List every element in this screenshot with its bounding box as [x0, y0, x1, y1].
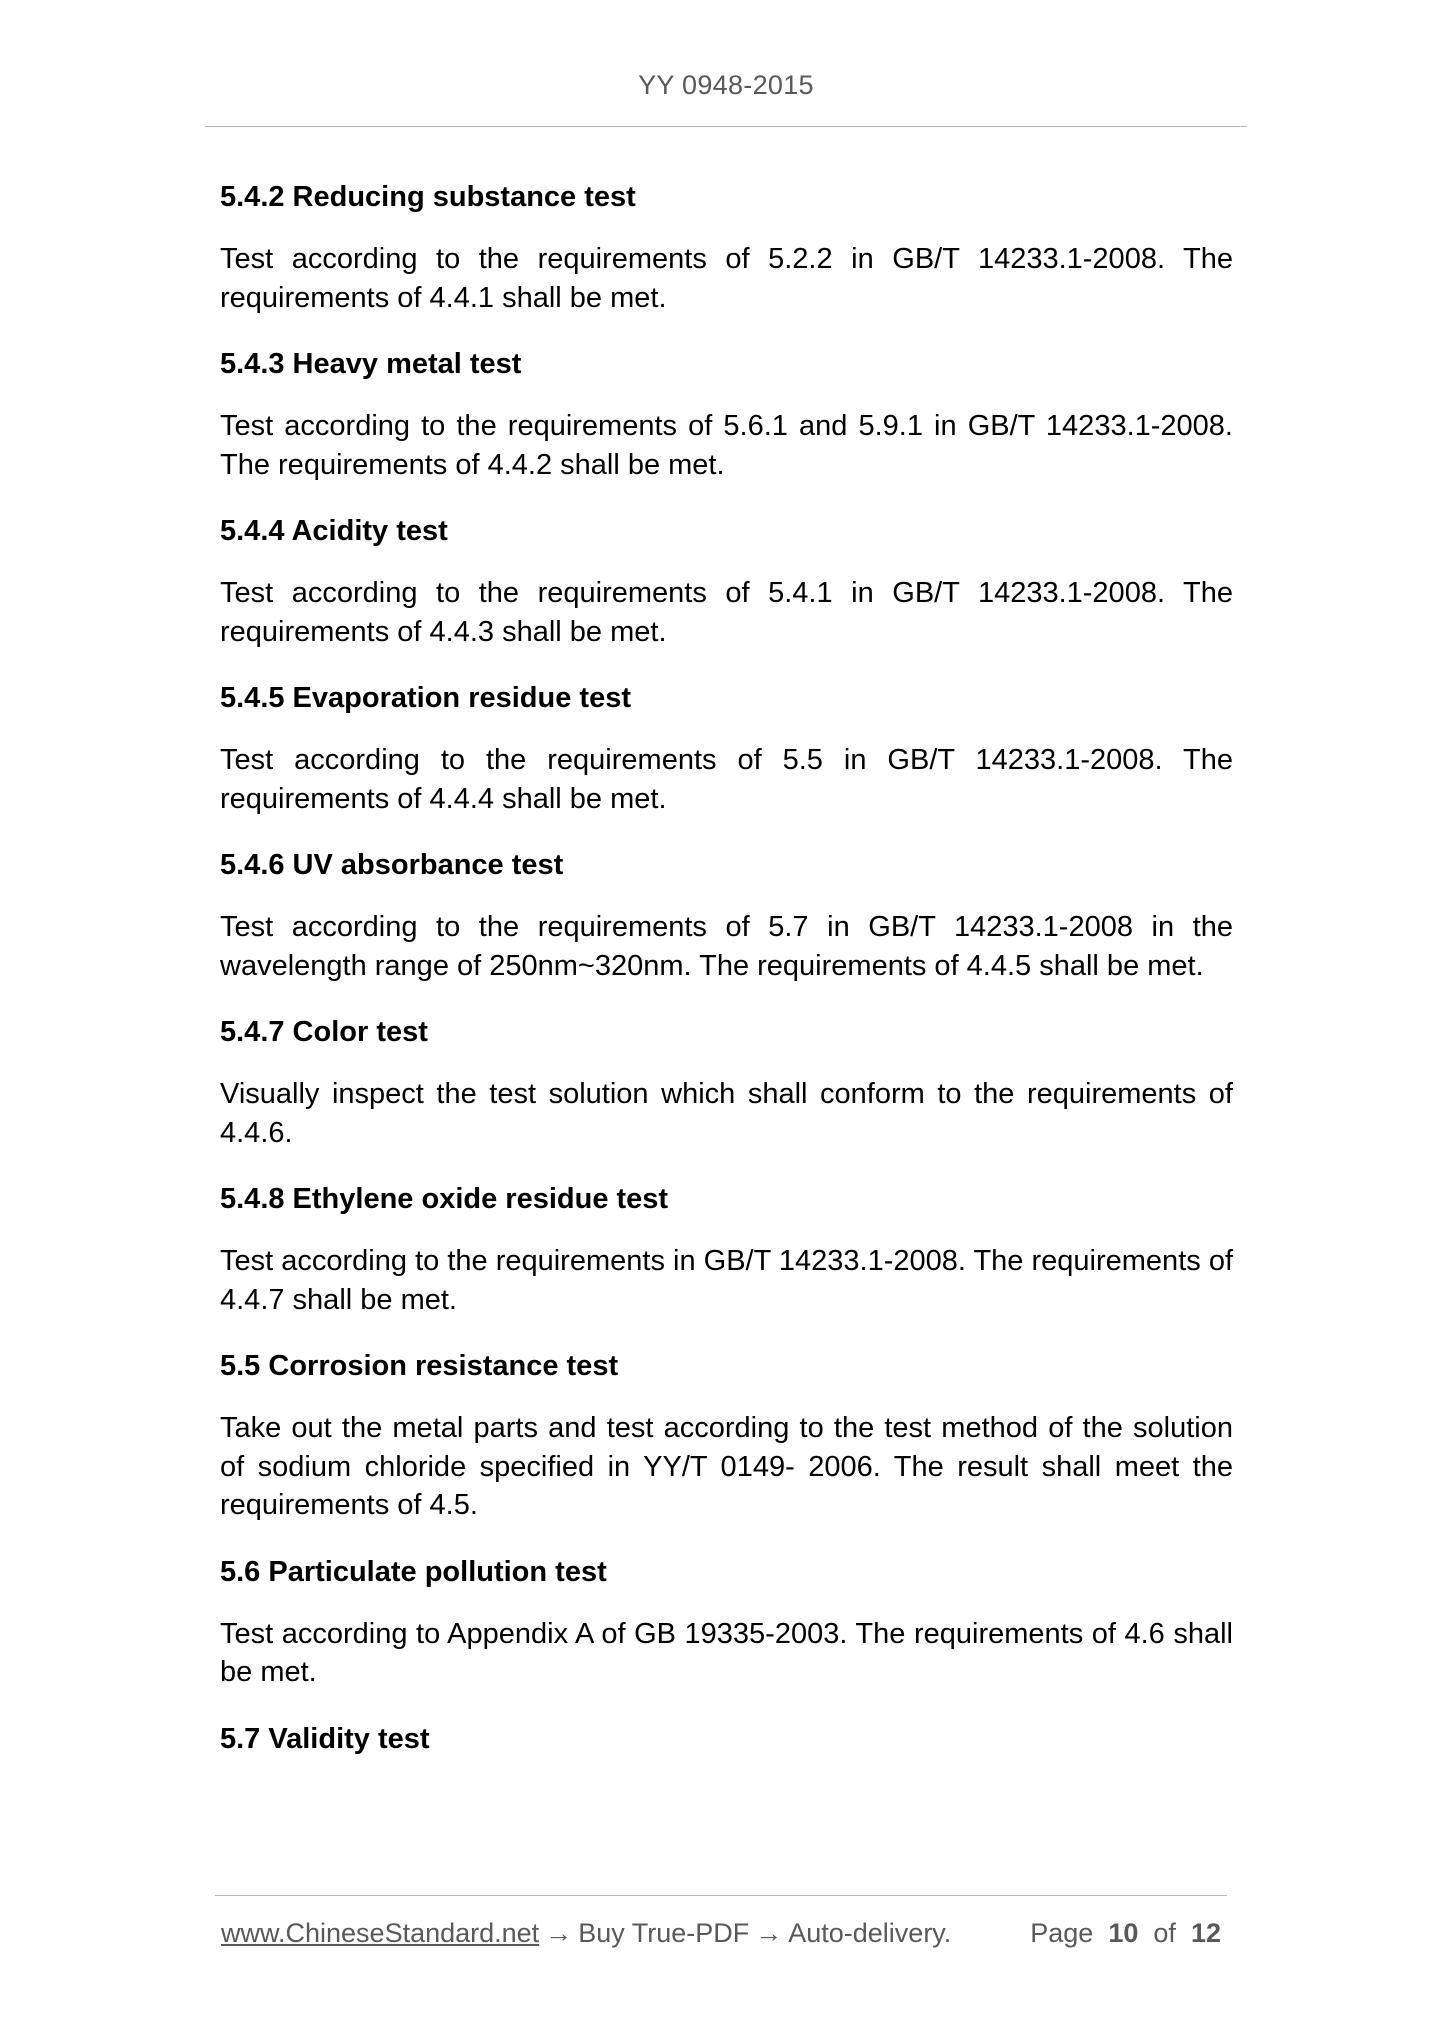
buy-true-pdf-text: Buy True-PDF — [578, 1918, 750, 1948]
section-paragraph: Visually inspect the test solution which shall conform to the requirements of 4.4.6. — [220, 1078, 1233, 1149]
section-5-4-2 — [220, 170, 1233, 337]
arrow-right-icon: → — [545, 1918, 573, 1948]
section-heading: 5.7 Validity test — [220, 1722, 430, 1755]
page-header — [205, 0, 1247, 127]
section-heading: 5.4.6 UV absorbance test — [220, 849, 564, 881]
section-5-4-3 — [220, 337, 1233, 504]
section-paragraph: Test according to the requirements of 5.7 in GB/T 14233.1-2008 in the wavelength range of 250nm~320nm. The requirements of 4.4.5 shall be met. — [220, 911, 1233, 982]
section-heading: 5.4.3 Heavy metal test — [220, 348, 522, 380]
section-paragraph: Test according to the requirements of 5.2.2 in GB/T 14233.1-2008. The requirements of 4.4.1 shall be met. — [220, 243, 1233, 314]
footer-links — [221, 1918, 951, 1949]
section-heading: 5.4.4 Acidity test — [220, 515, 448, 547]
section-5-4-8 — [220, 1172, 1233, 1339]
section-heading: 5.6 Particulate pollution test — [220, 1555, 607, 1588]
auto-delivery-text: Auto-delivery. — [788, 1918, 952, 1948]
section-5-4-7 — [220, 1005, 1233, 1172]
page-number: 10 — [1108, 1918, 1139, 1948]
section-heading: 5.4.8 Ethylene oxide residue test — [220, 1183, 669, 1215]
section-paragraph: Test according to the requirements of 5.4.1 in GB/T 14233.1-2008. The requirements of 4.4.3 shall be met. — [220, 577, 1233, 648]
page-total: 12 — [1190, 1918, 1221, 1948]
section-5-5 — [220, 1339, 1233, 1545]
section-5-6 — [220, 1545, 1233, 1712]
arrow-right-icon: → — [755, 1918, 783, 1948]
section-paragraph: Take out the metal parts and test according to the test method of the solution of sodium chloride specified in YY/T 0149- 2006. The result shall meet the requirements of 4.5. — [220, 1412, 1233, 1521]
section-5-4-5 — [220, 671, 1233, 838]
section-heading: 5.4.2 Reducing substance test — [220, 181, 636, 213]
section-heading: 5.5 Corrosion resistance test — [220, 1350, 619, 1382]
section-paragraph: Test according to the requirements of 5.6.1 and 5.9.1 in GB/T 14233.1-2008. The requirements of 4.4.2 shall be met. — [220, 410, 1233, 481]
document-body — [220, 170, 1233, 1760]
section-5-4-6 — [220, 838, 1233, 1005]
document-code: YY 0948-2015 — [638, 70, 814, 100]
section-5-7 — [220, 1712, 1233, 1760]
section-heading: 5.4.7 Color test — [220, 1016, 428, 1048]
page-footer — [215, 1895, 1227, 1948]
section-paragraph: Test according to the requirements in GB/T 14233.1-2008. The requirements of 4.4.7 shall be met. — [220, 1245, 1233, 1316]
section-5-4-4 — [220, 504, 1233, 671]
page-label: Page — [1030, 1918, 1094, 1948]
section-paragraph: Test according to the requirements of 5.5 in GB/T 14233.1-2008. The requirements of 4.4.4 shall be met. — [220, 744, 1233, 815]
website-link[interactable]: www.ChineseStandard.net — [221, 1918, 540, 1948]
section-heading: 5.4.5 Evaporation residue test — [220, 682, 631, 714]
page-indicator — [1030, 1918, 1221, 1949]
of-label: of — [1153, 1918, 1176, 1948]
section-paragraph: Test according to Appendix A of GB 19335-2003. The requirements of 4.6 shall be met. — [220, 1617, 1233, 1688]
